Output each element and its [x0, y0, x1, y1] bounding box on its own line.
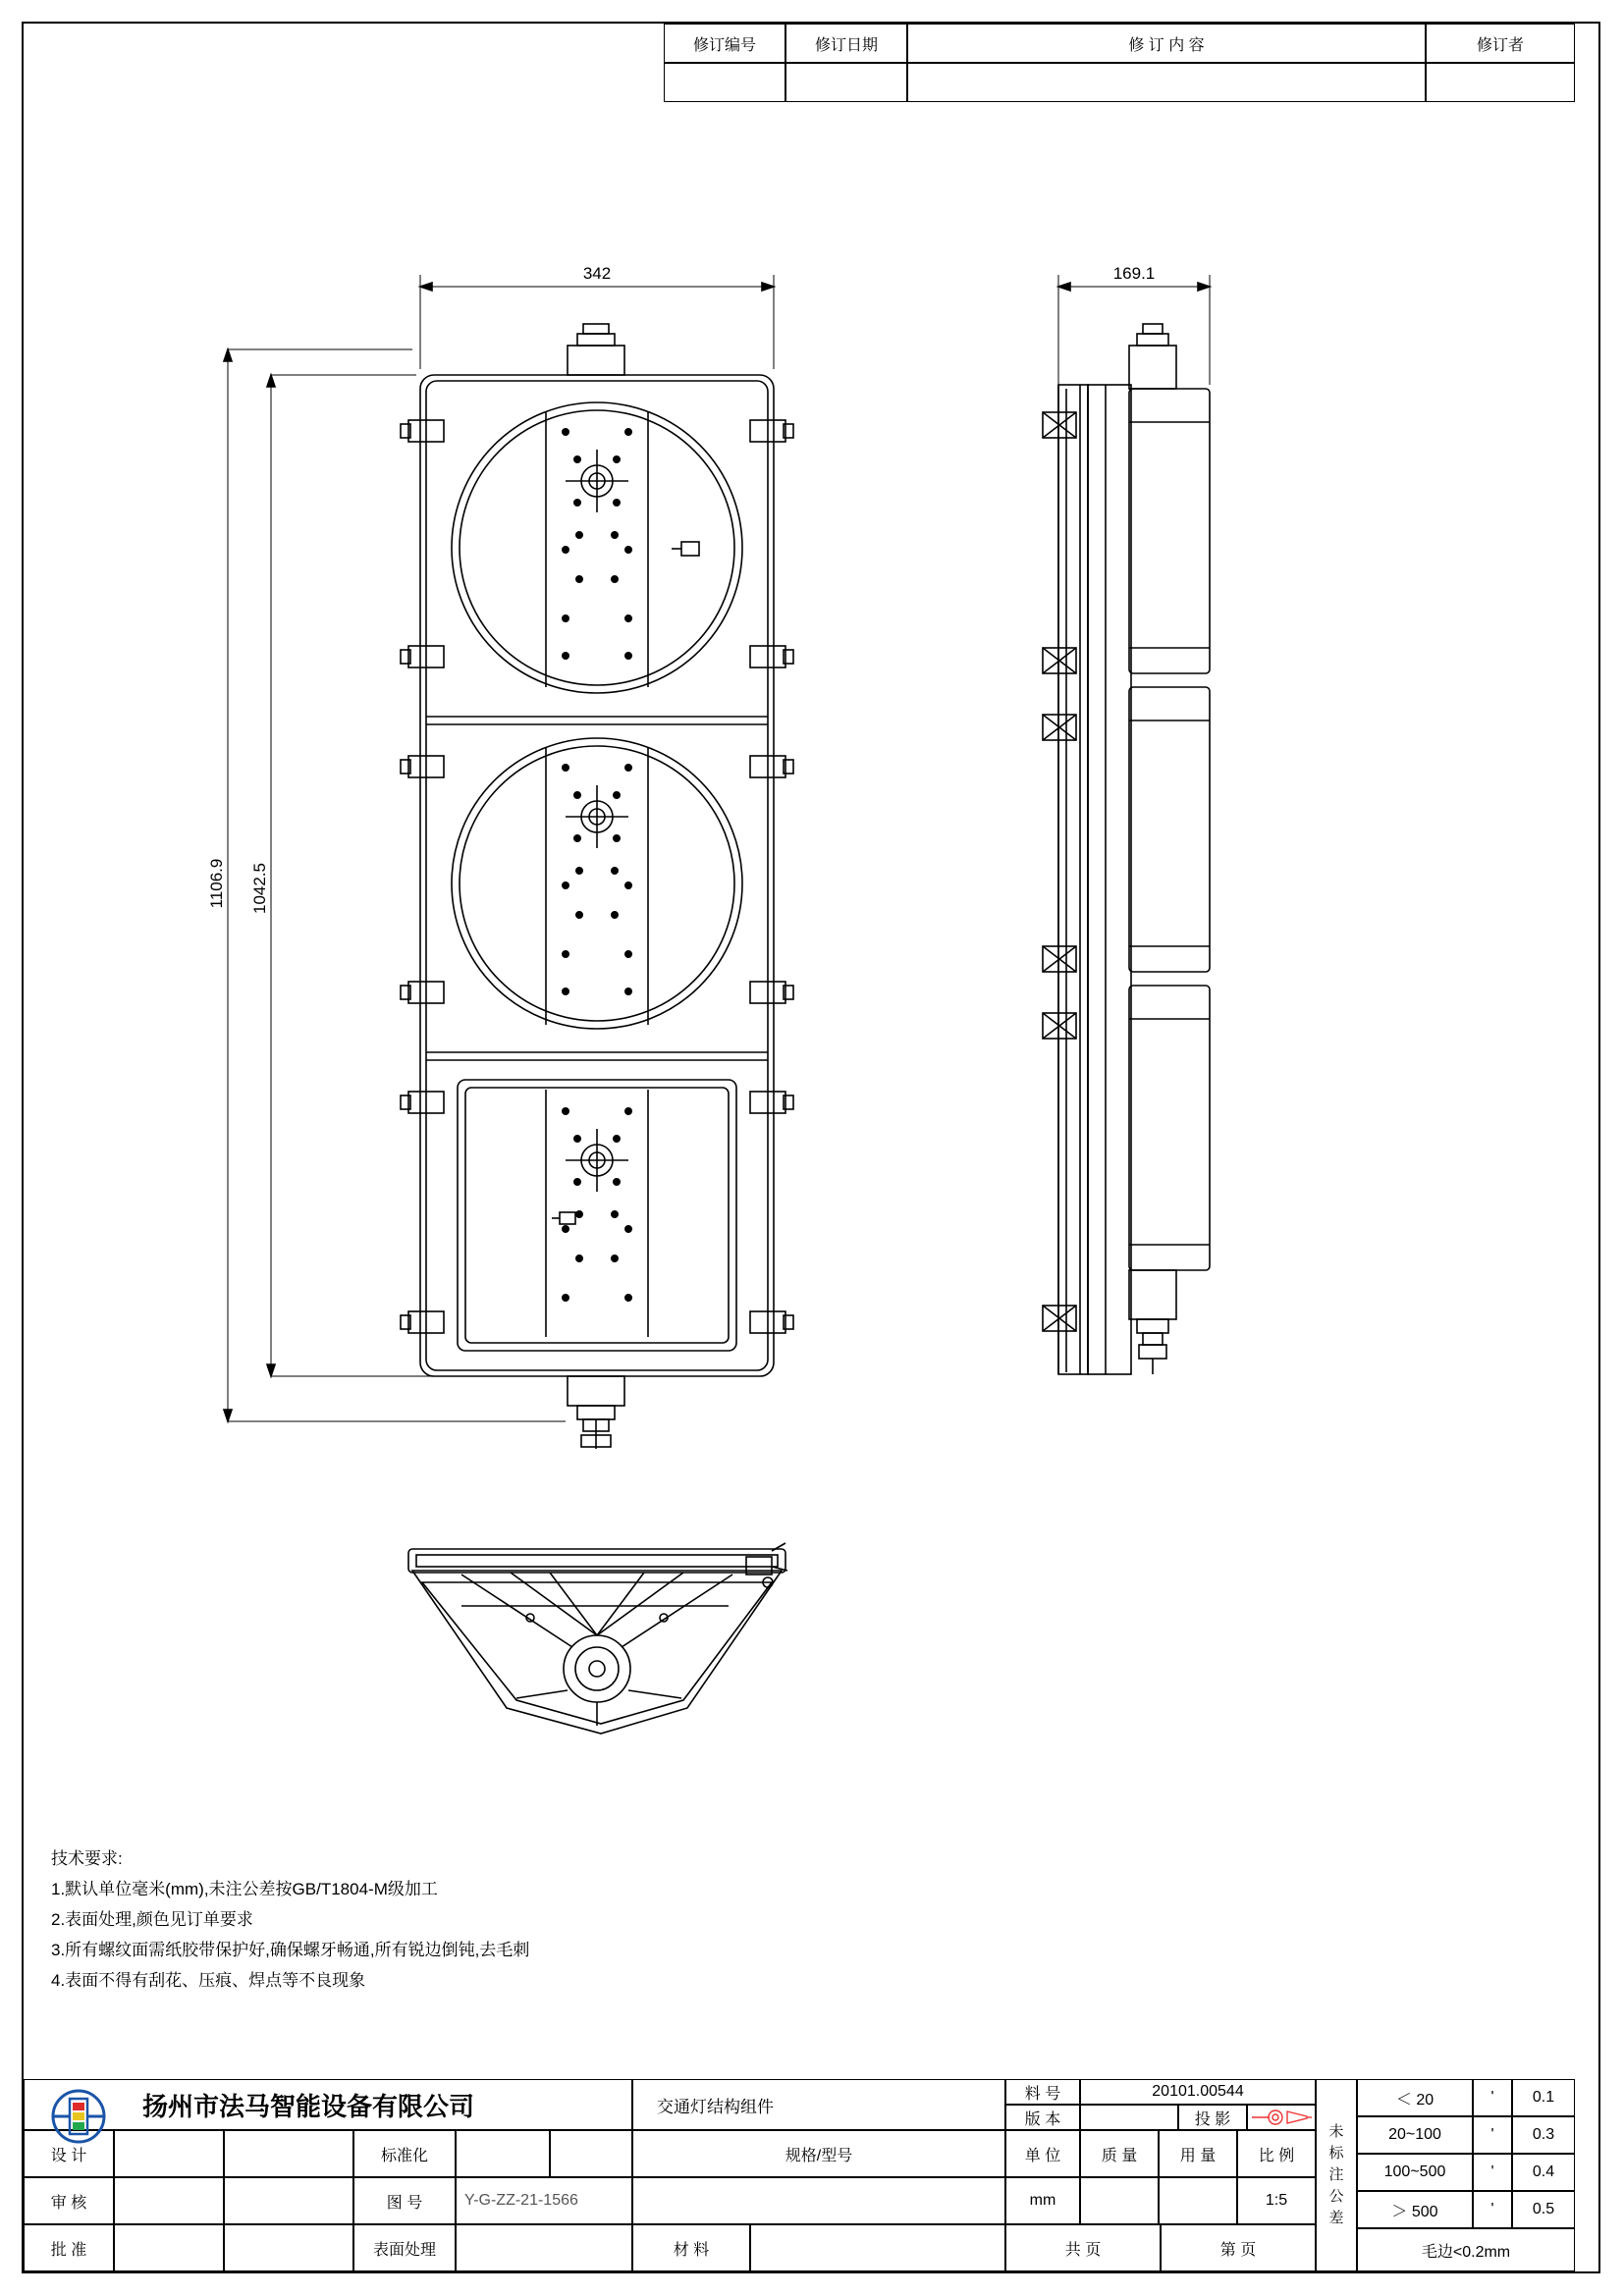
label-quantity: 用 量 — [1159, 2130, 1237, 2177]
part-name: 交通灯结构组件 — [632, 2079, 1005, 2130]
company-name: 扬州市法马智能设备有限公司 — [24, 2079, 632, 2130]
label-standardize: 标准化 — [353, 2130, 456, 2177]
value-approve-date — [224, 2224, 353, 2271]
value-drawing-no: Y-G-ZZ-21-1566 — [456, 2177, 632, 2224]
value-approve — [114, 2224, 224, 2271]
tolerance-value-4: 0.5 — [1512, 2191, 1575, 2228]
revision-header-date: 修订日期 — [785, 24, 907, 63]
value-design-date — [224, 2130, 353, 2177]
value-material-no: 20101.00544 — [1080, 2079, 1316, 2105]
company-logo — [51, 2089, 106, 2144]
value-design — [114, 2130, 224, 2177]
projection-symbol — [1247, 2105, 1316, 2130]
label-mass: 质 量 — [1080, 2130, 1159, 2177]
dim-body-height: 1042.5 — [250, 863, 269, 914]
unmarked-tolerance-label — [1316, 2079, 1357, 2271]
revision-cell-no — [664, 63, 785, 102]
label-approve: 批 准 — [24, 2224, 114, 2271]
burr-note: 毛边<0.2mm — [1357, 2228, 1575, 2271]
revision-cell-date — [785, 63, 907, 102]
tol-char-3: 注 — [1328, 2166, 1344, 2183]
revision-table — [664, 24, 1575, 102]
label-material-no: 料 号 — [1005, 2079, 1080, 2105]
revision-header-content: 修 订 内 容 — [907, 24, 1426, 63]
dim-front-width: 342 — [582, 264, 612, 283]
tech-item-2: 2.表面处理,颜色见订单要求 — [51, 1910, 253, 1929]
value-standardize — [456, 2130, 550, 2177]
tol-char-2: 标 — [1328, 2145, 1344, 2162]
tolerance-range-2: 20~100 — [1357, 2116, 1473, 2154]
value-version — [1080, 2105, 1178, 2130]
dim-overall-height: 1106.9 — [207, 858, 226, 909]
title-block — [24, 2079, 1575, 2271]
projection-symbol-icon — [1250, 2108, 1313, 2127]
revision-header-author: 修订者 — [1426, 24, 1575, 63]
label-version: 版 本 — [1005, 2105, 1080, 2130]
dim-side-width: 169.1 — [1112, 264, 1156, 283]
label-spec-model: 规格/型号 — [632, 2130, 1005, 2177]
tolerance-range-4: ＞ 500 — [1357, 2191, 1473, 2228]
value-unit: mm — [1005, 2177, 1080, 2224]
tolerance-sym-2: ' — [1473, 2116, 1512, 2154]
value-review — [114, 2177, 224, 2224]
company-logo-icon — [51, 2089, 106, 2144]
tech-item-4: 4.表面不得有刮花、压痕、焊点等不良现象 — [51, 1971, 366, 1990]
revision-header-no: 修订编号 — [664, 24, 785, 63]
revision-cell-author — [1426, 63, 1575, 102]
label-projection: 投 影 — [1178, 2105, 1247, 2130]
tol-char-5: 差 — [1328, 2210, 1344, 2226]
tolerance-value-2: 0.3 — [1512, 2116, 1575, 2154]
label-scale: 比 例 — [1237, 2130, 1316, 2177]
tech-item-3: 3.所有螺纹面需纸胶带保护好,确保螺牙畅通,所有锐边倒钝,去毛刺 — [51, 1941, 530, 1959]
value-spec-model — [632, 2177, 1005, 2224]
tech-item-1: 1.默认单位毫米(mm),未注公差按GB/T1804-M级加工 — [51, 1880, 438, 1898]
tolerance-sym-3: ' — [1473, 2154, 1512, 2191]
tolerance-value-1: 0.1 — [1512, 2079, 1575, 2116]
value-surface — [456, 2224, 632, 2271]
label-unit: 单 位 — [1005, 2130, 1080, 2177]
label-design: 设 计 — [24, 2130, 114, 2177]
tolerance-sym-1: ' — [1473, 2079, 1512, 2116]
value-scale: 1:5 — [1237, 2177, 1316, 2224]
value-quantity — [1159, 2177, 1237, 2224]
value-standardize-date — [550, 2130, 632, 2177]
tolerance-range-1: ＜ 20 — [1357, 2079, 1473, 2116]
value-review-date — [224, 2177, 353, 2224]
tol-char-4: 公 — [1328, 2188, 1344, 2205]
value-mass — [1080, 2177, 1159, 2224]
tolerance-sym-4: ' — [1473, 2191, 1512, 2228]
value-material — [750, 2224, 1005, 2271]
tolerance-value-3: 0.4 — [1512, 2154, 1575, 2191]
revision-cell-content — [907, 63, 1426, 102]
label-page-no: 第 页 — [1161, 2224, 1316, 2271]
label-surface: 表面处理 — [353, 2224, 456, 2271]
label-review: 审 核 — [24, 2177, 114, 2224]
tolerance-range-3: 100~500 — [1357, 2154, 1473, 2191]
label-total-pages: 共 页 — [1005, 2224, 1161, 2271]
label-material: 材 料 — [632, 2224, 750, 2271]
label-drawing-no: 图 号 — [353, 2177, 456, 2224]
tol-char-1: 未 — [1328, 2123, 1344, 2140]
tech-title: 技术要求: — [51, 1849, 123, 1868]
technical-requirements — [51, 1843, 529, 1996]
